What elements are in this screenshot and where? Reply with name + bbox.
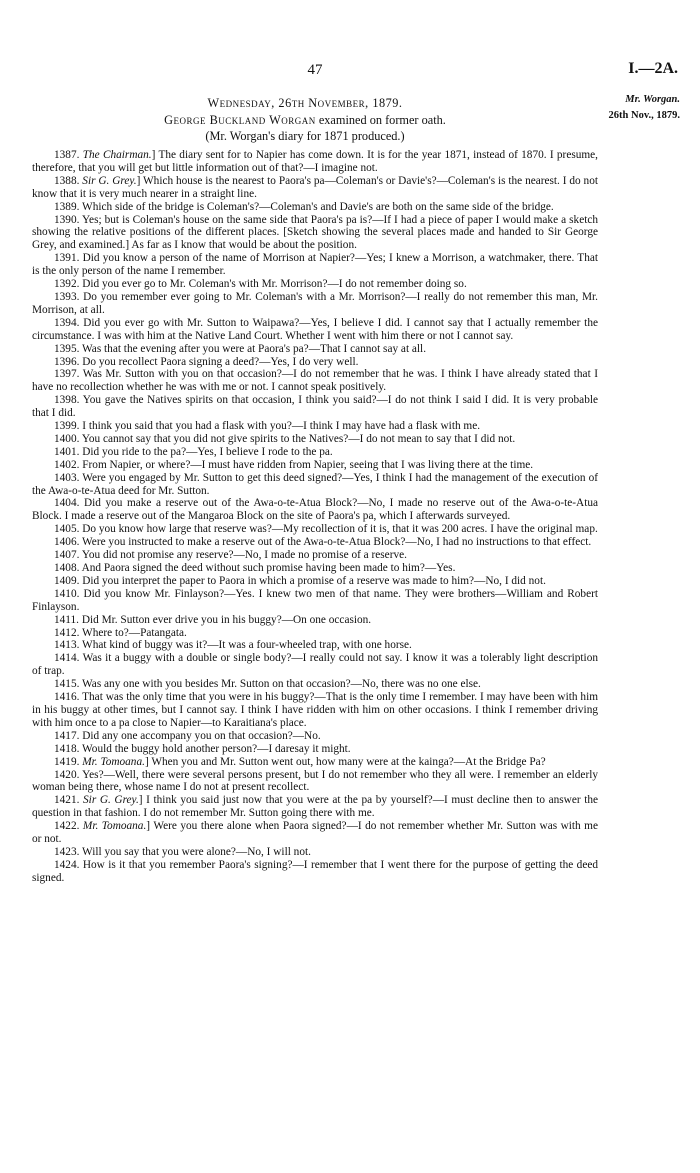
question-number: 1402. <box>54 458 83 471</box>
testimony-paragraph <box>32 291 598 317</box>
question-number: 1394. <box>54 316 84 329</box>
session-date: Wednesday, 26th November, 1879. <box>207 96 403 110</box>
question-answer-text: You did not promise any reserve?—No, I made no promise of a reserve. <box>81 549 407 562</box>
testimony-paragraph <box>32 368 598 394</box>
speaker-name: Mr. Tomoana. <box>82 820 147 833</box>
question-answer-text: Did Mr. Sutton ever drive you in his buggy?—On one occasion. <box>81 613 372 626</box>
testimony-paragraph <box>32 575 598 588</box>
question-answer-text: Did you make a reserve out of the Awa-o-te-Atua Block?—No, I made no reserve out of the Awa-o-te-Atua Block. I made a reserve out of the Mangaroa Block on the site of Paora's pa, which I afterwards surveyed. <box>32 497 598 523</box>
testimony-paragraph <box>32 639 598 652</box>
witness-name: George Buckland Worgan <box>164 112 316 127</box>
question-number: 1411. <box>54 613 82 626</box>
question-answer-text: Where to?—Patangata. <box>82 626 187 639</box>
question-answer-text: ] When you and Mr. Sutton went out, how many were at the kainga?—At the Bridge Pa? <box>144 755 546 768</box>
question-answer-text: Do you recollect Paora signing a deed?—Yes, I do very well. <box>82 355 359 368</box>
testimony-paragraph <box>32 691 598 730</box>
testimony-paragraph <box>32 678 598 691</box>
question-answer-text: Was that the evening after you were at Paora's pa?—That I cannot say at all. <box>82 342 427 355</box>
testimony-paragraph <box>32 356 598 369</box>
question-number: 1389. <box>54 200 83 213</box>
speaker-name: Mr. Tomoana. <box>82 755 145 768</box>
question-answer-text: That was the only time that you were in his buggy?—That is the only time I remember. I may have been with him in his buggy at other times, but I cannot say. I think I have ridden with him on other occasions. I think I remember driving with him once to a pa close to Napier—to Karaitiana's place. <box>32 691 598 729</box>
document-code: I.—2A. <box>628 60 678 77</box>
question-number: 1407. <box>54 549 82 562</box>
question-number: 1392. <box>54 278 83 291</box>
question-number: 1391. <box>54 252 83 265</box>
question-number: 1396. <box>54 355 83 368</box>
question-number: 1388. <box>54 174 83 187</box>
testimony-paragraph <box>32 562 598 575</box>
testimony-paragraph <box>32 149 598 175</box>
testimony-paragraph <box>32 614 598 627</box>
witness-line <box>0 112 610 129</box>
question-number: 1395. <box>54 342 83 355</box>
question-number: 1404. <box>54 497 84 510</box>
question-answer-text: Did any one accompany you on that occasion?—No. <box>82 729 321 742</box>
testimony-paragraph <box>32 214 598 253</box>
question-number: 1424. <box>54 858 83 871</box>
question-answer-text: Was it a buggy with a double or single body?—I really could not say. I know it was a tolerably light description of trap. <box>32 652 598 678</box>
question-answer-text: Was any one with you besides Mr. Sutton on that occasion?—No, there was no one else. <box>82 678 481 691</box>
question-answer-text: Do you remember ever going to Mr. Coleman's with a Mr. Morrison?—I really do not remember this man, Mr. Morrison, at all. <box>32 290 598 316</box>
question-number: 1403. <box>54 471 83 484</box>
question-answer-text: You gave the Natives spirits on that occasion, I think you said?—I do not think I said I did. It is very probable that I did. <box>32 394 598 420</box>
question-answer-text: Did you know a person of the name of Morrison at Napier?—Yes; I knew a Morrison, a watchmaker, there. That is the only person of the name I remember. <box>32 252 598 278</box>
speaker-name: The Chairman. <box>82 149 152 161</box>
question-number: 1416. <box>54 691 83 704</box>
question-number: 1397. <box>54 368 83 381</box>
question-answer-text: Will you say that you were alone?—No, I will not. <box>82 845 311 858</box>
witness-oath: examined on former oath. <box>315 112 446 127</box>
question-answer-text: ] Were you there alone when Paora signed?—I do not remember whether Mr. Sutton was with me or not. <box>32 820 598 846</box>
question-answer-text: Which side of the bridge is Coleman's?—Coleman's and Davie's are both on the same side of the bridge. <box>82 200 554 213</box>
testimony-paragraph <box>32 549 598 562</box>
testimony-paragraph <box>32 536 598 549</box>
testimony-paragraph <box>32 730 598 743</box>
testimony-paragraph <box>32 769 598 795</box>
question-number: 1418. <box>54 742 83 755</box>
testimony-paragraph <box>32 497 598 523</box>
testimony-paragraph <box>32 588 598 614</box>
question-answer-text: I think you said that you had a flask with you?—I think I may have had a flask with me. <box>82 420 481 433</box>
testimony-paragraph <box>32 446 598 459</box>
margin-witness-name: Mr. Worgan. <box>625 94 680 105</box>
question-answer-text: Did you know Mr. Finlayson?—Yes. I knew two men of that name. They were brothers—William and Robert Finlayson. <box>32 587 598 613</box>
question-answer-text: Was Mr. Sutton with you on that occasion?—I do not remember that he was. I think I have already stated that I have no recollection whether he was with me or not. I cannot speak positively. <box>32 368 598 394</box>
question-number: 1401. <box>54 445 83 458</box>
question-number: 1420. <box>54 768 83 781</box>
question-number: 1422. <box>54 820 83 833</box>
question-answer-text: Yes; but is Coleman's house on the same side that Paora's pa is?—If I had a piece of paper I would make a sketch showing the relative positions of the different places. [Sketch showing the several places made and handed to Sir George Grey, and examined.] As far as I know that would be about the position. <box>32 213 599 252</box>
question-number: 1405. <box>54 523 83 536</box>
question-number: 1413. <box>54 639 83 652</box>
question-answer-text: What kind of buggy was it?—It was a four-wheeled trap, with one horse. <box>82 639 412 652</box>
question-number: 1398. <box>54 394 83 407</box>
question-number: 1412. <box>54 626 83 639</box>
question-number: 1419. <box>54 755 83 768</box>
testimony-paragraph <box>32 201 598 214</box>
testimony-paragraph <box>32 420 598 433</box>
question-answer-text: ] Which house is the nearest to Paora's pa—Coleman's or Davie's?—Coleman's is the nearest. I do not know that it is very much nearer in a straight line. <box>32 174 598 200</box>
testimony-paragraph <box>32 472 598 498</box>
testimony-paragraph <box>32 459 598 472</box>
question-answer-text: Do you know how large that reserve was?—My recollection of it is, that it was 200 acres. I have the original map. <box>82 523 598 536</box>
question-number: 1410. <box>54 587 84 600</box>
question-number: 1399. <box>54 420 83 433</box>
testimony-paragraph <box>32 820 598 846</box>
question-answer-text: ] I think you said just now that you were at the pa by yourself?—I must decline then to answer the question in that fashion. I do not remember Mr. Sutton going there with me. <box>32 794 598 820</box>
testimony-body <box>32 149 598 885</box>
testimony-paragraph <box>32 175 598 201</box>
session-header <box>0 95 610 145</box>
question-answer-text: Did you ever go with Mr. Sutton to Waipawa?—Yes, I believe I did. I cannot say that I actually remember the circumstance. I was with him at the Native Land Court. Whether I went with him there or not I cannot say. <box>32 316 598 342</box>
testimony-paragraph <box>32 859 598 885</box>
margin-note <box>609 92 680 124</box>
testimony-paragraph <box>32 278 598 291</box>
speaker-name: Sir G. Grey. <box>83 794 139 807</box>
question-answer-text: From Napier, or where?—I must have ridden from Napier, seeing that I was living there at the time. <box>82 458 534 471</box>
question-answer-text: Did you ride to the pa?—Yes, I believe I rode to the pa. <box>82 445 333 458</box>
testimony-paragraph <box>32 317 598 343</box>
question-number: 1390. <box>54 213 83 226</box>
testimony-paragraph <box>32 394 598 420</box>
question-answer-text: You cannot say that you did not give spirits to the Natives?—I do not mean to say that I did not. <box>81 432 516 445</box>
question-answer-text: Were you engaged by Mr. Sutton to get this deed signed?—Yes, I think I had the management of the execution of the Awa-o-te-Atua deed for Mr. Sutton. <box>32 471 598 497</box>
speaker-name: Sir G. Grey. <box>82 174 137 187</box>
question-answer-text: How is it that you remember Paora's signing?—I remember that I went there for the purpose of getting the deed signed. <box>32 858 598 884</box>
question-answer-text: Would the buggy hold another person?—I daresay it might. <box>82 742 351 755</box>
testimony-paragraph <box>32 343 598 356</box>
margin-date: 26th Nov., 1879. <box>608 110 680 121</box>
question-answer-text: ] The diary sent for to Napier has come down. It is for the year 1871, instead of 1870. I presume, therefore, that you will get but little information out of that?—I imagine not. <box>32 149 599 174</box>
question-number: 1415. <box>54 678 83 691</box>
question-number: 1409. <box>54 574 83 587</box>
question-number: 1400. <box>54 432 82 445</box>
question-answer-text: Did you interpret the paper to Paora in which a promise of a reserve was made to him?—No, I did not. <box>82 574 546 587</box>
question-answer-text: Did you ever go to Mr. Coleman's with Mr. Morrison?—I do not remember doing so. <box>82 278 467 291</box>
testimony-paragraph <box>32 433 598 446</box>
question-number: 1408. <box>54 562 82 574</box>
question-number: 1414. <box>54 652 83 665</box>
question-number: 1417. <box>54 729 83 742</box>
testimony-paragraph <box>32 523 598 536</box>
testimony-paragraph <box>32 252 598 278</box>
testimony-paragraph <box>32 794 598 820</box>
question-answer-text: Yes?—Well, there were several persons present, but I do not remember who they all were. I remember an elderly woman being there, whose name I do not at present recollect. <box>32 768 598 794</box>
question-answer-text: Were you instructed to make a reserve out of the Awa-o-te-Atua Block?—No, I had no instructions to that effect. <box>82 536 592 549</box>
question-number: 1387. <box>54 149 83 161</box>
testimony-paragraph <box>32 743 598 756</box>
question-answer-text: And Paora signed the deed without such promise having been made to him?—Yes. <box>81 562 456 574</box>
question-number: 1421. <box>54 794 84 807</box>
testimony-paragraph <box>32 756 598 769</box>
testimony-paragraph <box>32 627 598 640</box>
page-number: 47 <box>307 62 323 78</box>
exhibit-note: (Mr. Worgan's diary for 1871 produced.) <box>205 129 405 143</box>
question-number: 1423. <box>54 845 83 858</box>
question-number: 1393. <box>54 290 84 303</box>
testimony-paragraph <box>32 846 598 859</box>
testimony-paragraph <box>32 652 598 678</box>
question-number: 1406. <box>54 536 83 549</box>
